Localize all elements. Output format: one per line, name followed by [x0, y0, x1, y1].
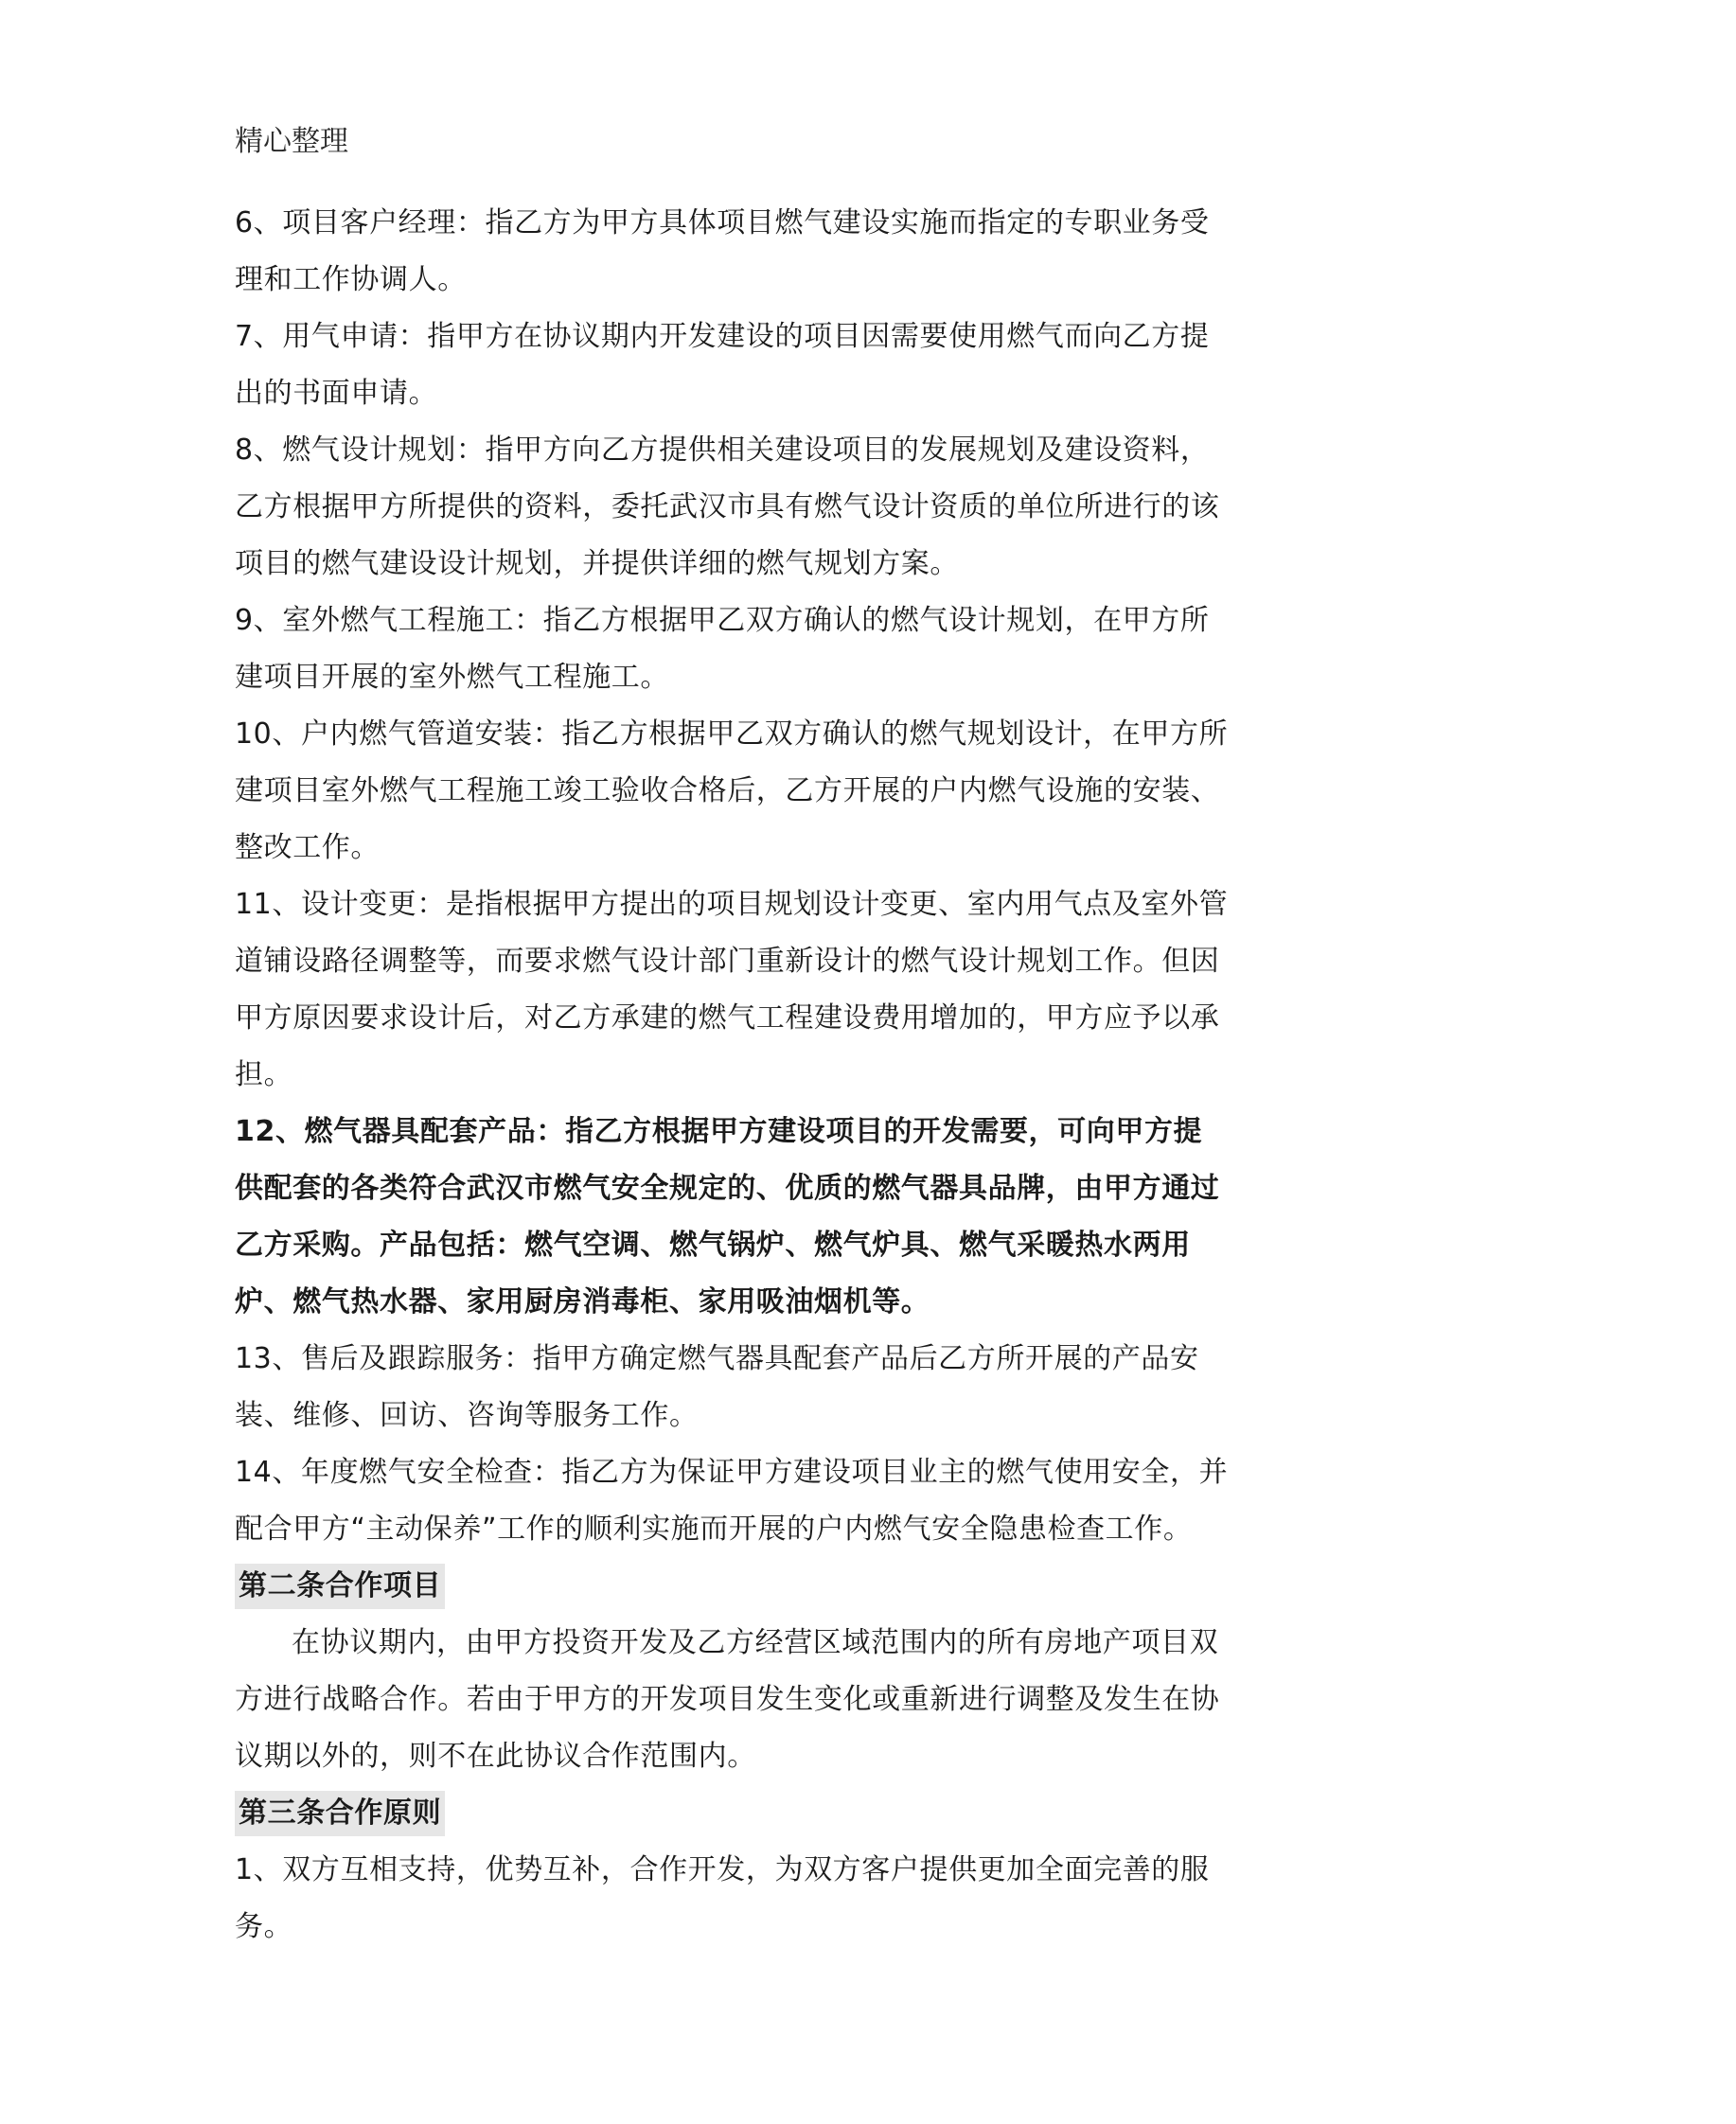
section-2: [235, 1558, 1229, 1785]
definition-item-7: 7、用气申请：指甲方在协议期内开发建设的项目因需要使用燃气而向乙方提出的书面申请。: [235, 320, 1210, 410]
definition-item-13: 13、售后及跟踪服务：指甲方确定燃气器具配套产品后乙方所开展的产品安装、维修、回访、咨询等服务工作。: [235, 1342, 1199, 1432]
section-2-title: 第二条合作项目: [235, 1564, 445, 1609]
definition-item-12: 12、燃气器具配套产品：指乙方根据甲方建设项目的开发需要，可向甲方提供配套的各类符合武汉市燃气安全规定的、优质的燃气器具品牌，由甲方通过乙方采购。产品包括：燃气空调、燃气锅炉、燃气炉具、燃气采暖热水两用炉、燃气热水器、家用厨房消毒柜、家用吸油烟机等。: [235, 1115, 1220, 1319]
page-header: 精心整理: [235, 125, 348, 158]
definition-item-6: 6、项目客户经理：指乙方为甲方具体项目燃气建设实施而指定的专职业务受理和工作协调人。: [235, 206, 1210, 296]
section-3: [235, 1785, 1229, 1956]
definition-item-14: 14、年度燃气安全检查：指乙方为保证甲方建设项目业主的燃气使用安全，并配合甲方“主动保养”工作的顺利实施而开展的户内燃气安全隐患检查工作。: [235, 1456, 1229, 1546]
document-body: [235, 195, 1229, 1956]
definition-item-10: 10、户内燃气管道安装：指乙方根据甲乙双方确认的燃气规划设计，在甲方所建项目室外燃气工程施工竣工验收合格后，乙方开展的户内燃气设施的安装、整改工作。: [235, 717, 1229, 864]
section-3-title: 第三条合作原则: [235, 1791, 445, 1836]
definition-item-9: 9、室外燃气工程施工：指乙方根据甲乙双方确认的燃气设计规划，在甲方所建项目开展的室外燃气工程施工。: [235, 604, 1210, 694]
definition-item-11: 11、设计变更：是指根据甲方提出的项目规划设计变更、室内用气点及室外管道铺设路径调整等，而要求燃气设计部门重新设计的燃气设计规划工作。但因甲方原因要求设计后，对乙方承建的燃气工程建设费用增加的，甲方应予以承担。: [235, 888, 1229, 1091]
section-3-item-1: 1、双方互相支持，优势互补，合作开发，为双方客户提供更加全面完善的服务。: [235, 1853, 1210, 1943]
section-2-body: 在协议期内，由甲方投资开发及乙方经营区域范围内的所有房地产项目双方进行战略合作。若由于甲方的开发项目发生变化或重新进行调整及发生在协议期以外的，则不在此协议合作范围内。: [235, 1626, 1220, 1773]
definition-item-8: 8、燃气设计规划：指甲方向乙方提供相关建设项目的发展规划及建设资料，乙方根据甲方所提供的资料，委托武汉市具有燃气设计资质的单位所进行的该项目的燃气建设设计规划，并提供详细的燃气规划方案。: [235, 434, 1220, 580]
